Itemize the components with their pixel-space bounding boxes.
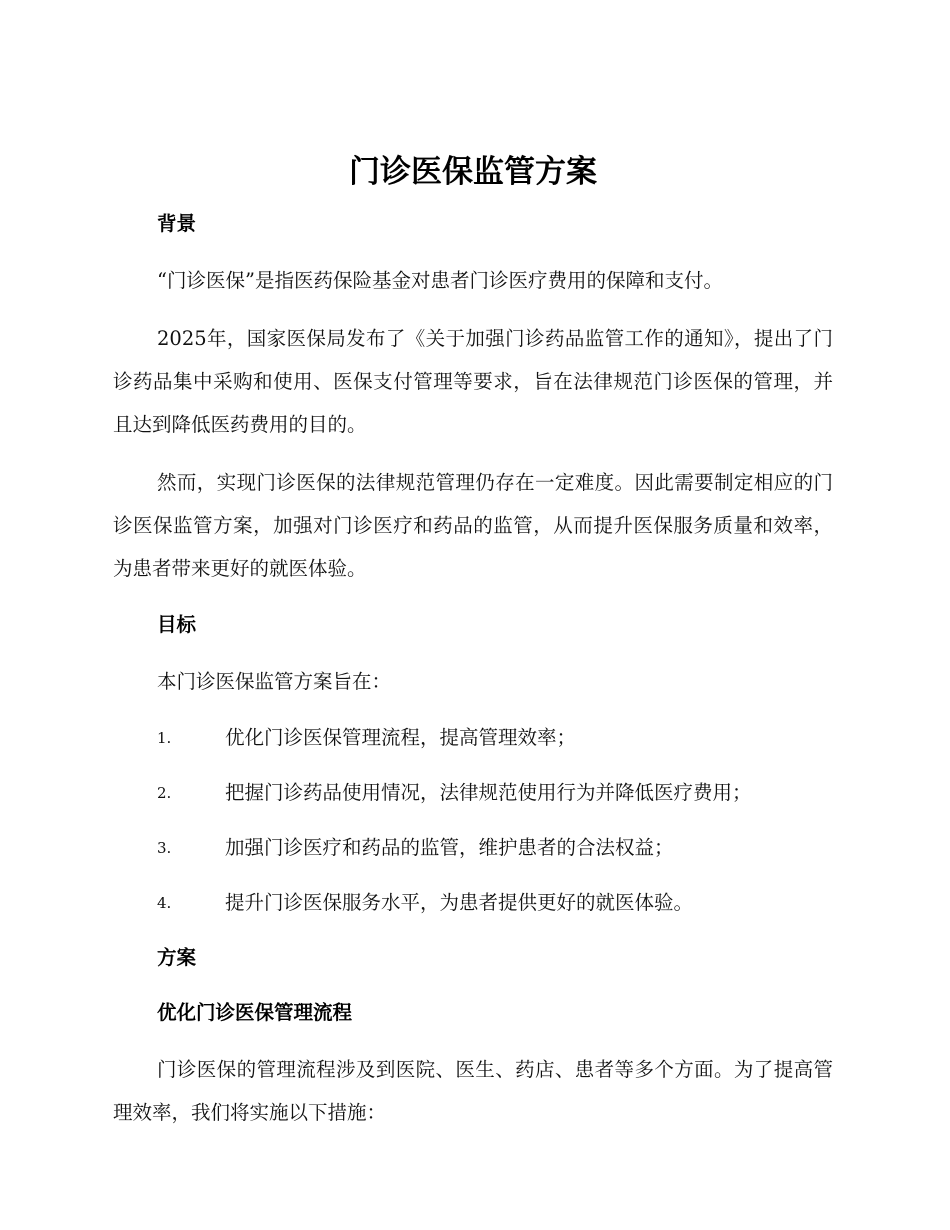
document-title: 门诊医保监管方案 [349,154,597,190]
document-body [113,150,833,1134]
list-item-text: 优化门诊医保管理流程，提高管理效率； [225,726,577,749]
list-item-number: 3. [157,839,172,857]
list-item-number: 4. [157,894,172,912]
list-item [113,883,833,923]
list-item [113,718,833,758]
section-heading-plan: 方案 [157,946,197,969]
list-item [113,828,833,868]
background-paragraph-2: 2025年，国家医保局发布了《关于加强门诊药品监管工作的通知》，提出了门诊药品集中采购和使用、医保支付管理等要求，旨在法律规范门诊医保的管理，并且达到降低医药费用的目的。 [113,327,833,436]
background-paragraph-1: “门诊医保”是指医药保险基金对患者门诊医疗费用的保障和支付。 [157,269,723,292]
section-heading-goals: 目标 [157,613,197,636]
list-item-text: 加强门诊医疗和药品的监管，维护患者的合法权益； [225,836,674,859]
background-paragraph-3: 然而，实现门诊医保的法律规范管理仍存在一定难度。因此需要制定相应的门诊医保监管方案，加强对门诊医疗和药品的监管，从而提升医保服务质量和效率，为患者带来更好的就医体验。 [113,471,833,580]
list-item-number: 1. [157,729,172,747]
goals-intro: 本门诊医保监管方案旨在： [157,670,392,693]
plan-paragraph: 门诊医保的管理流程涉及到医院、医生、药店、患者等多个方面。为了提高管理效率，我们将实施以下措施： [113,1058,833,1124]
goals-list [113,718,833,923]
section-heading-background: 背景 [157,212,197,235]
list-item-text: 把握门诊药品使用情况，法律规范使用行为并降低医疗费用； [225,781,752,804]
subsection-heading-optimize-process: 优化门诊医保管理流程 [157,1001,353,1024]
list-item-text: 提升门诊医保服务水平，为患者提供更好的就医体验。 [225,891,694,914]
list-item [113,773,833,813]
list-item-number: 2. [157,784,172,802]
